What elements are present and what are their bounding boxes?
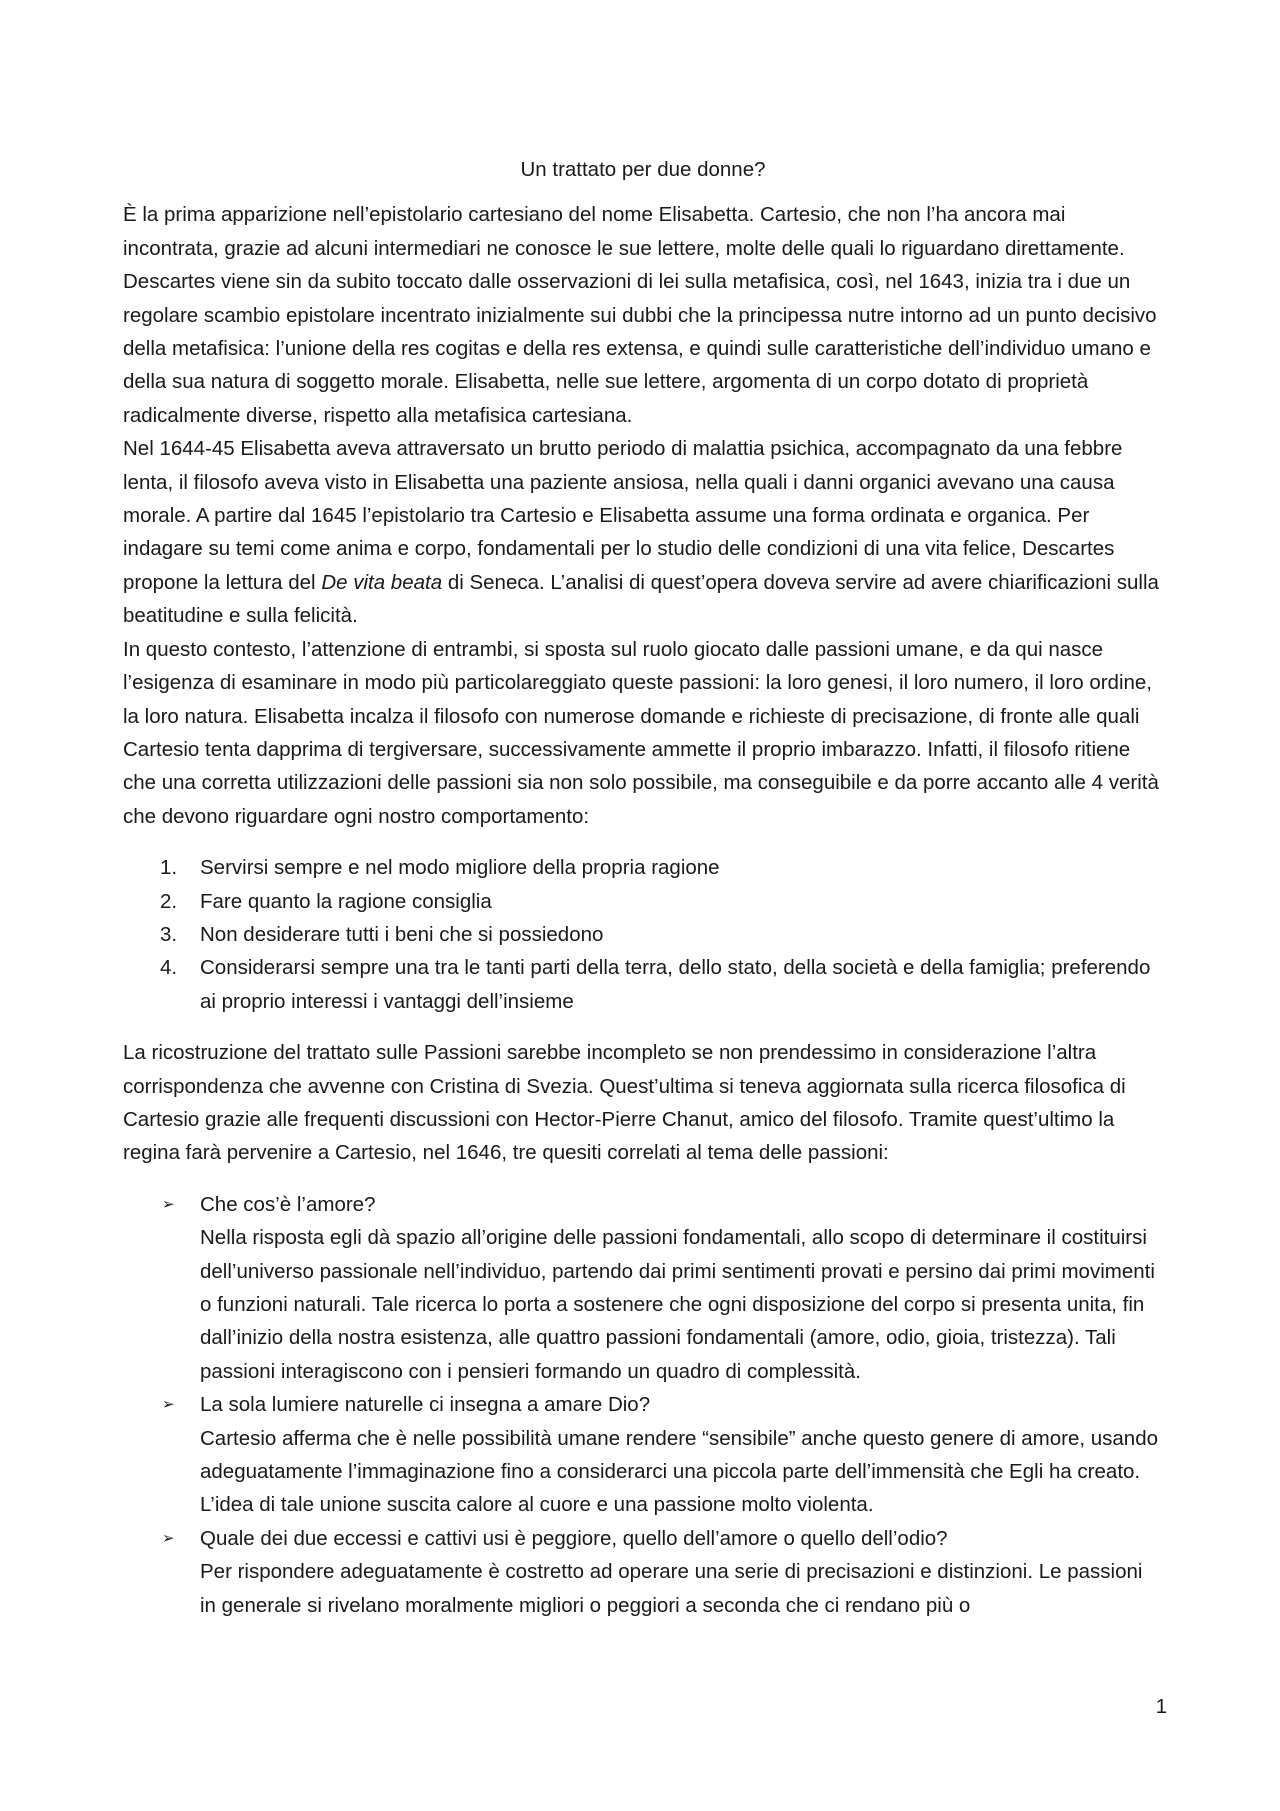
answer-text: Per rispondere adeguatamente è costretto ad operare una serie di precisazioni e distinzioni. Le passioni in generale si rivelano moralmente migliori o peggiori a seconda che ci rendano più o xyxy=(200,1560,1143,1617)
page-title: Un trattato per due donne? xyxy=(520,158,766,181)
arrow-bullet-icon: ➢ xyxy=(162,1195,175,1213)
list-item-text: Considerarsi sempre una tra le tanti parti della terra, dello stato, della società e della famiglia; preferendo ai proprio interessi i vantaggi dell’insieme xyxy=(200,956,1151,1013)
list-item xyxy=(123,918,1163,951)
paragraph-malattia-text-2: di Seneca. L’analisi di quest’opera doveva servire ad avere chiarificazioni sulla beatitudine e sulla felicità. xyxy=(123,570,1159,628)
paragraph-passioni: In questo contesto, l’attenzione di entrambi, si sposta sul ruolo giocato dalle passioni umane, e da qui nasce l’esigenza di esaminare in modo più particolareggiato queste passioni: la loro genesi, il loro numero, il loro ordine, la loro natura. Elisabetta incalza il filosofo con numerose domande e richieste di precisazione, di fronte alle quali Cartesio tenta dapprima di tergiversare, successivamente ammette il proprio imbarazzo. Infatti, il filosofo ritiene che una corretta utilizzazioni delle passioni sia non solo possibile, ma conseguibile e da porre accanto alle 4 verità che devono riguardare ogni nostro comportamento: xyxy=(123,637,1159,828)
arrow-list-quesiti xyxy=(123,1188,1163,1622)
list-item-number: 2. xyxy=(160,889,178,913)
list-item-text: Servirsi sempre e nel modo migliore della propria ragione xyxy=(200,856,720,880)
paragraph-malattia xyxy=(123,432,1163,632)
list-item-number: 3. xyxy=(160,922,178,946)
document-body xyxy=(123,153,1163,1622)
list-item xyxy=(123,1188,1163,1388)
list-item xyxy=(123,1388,1163,1522)
question-text: La sola lumiere naturelle ci insegna a amare Dio? xyxy=(200,1393,651,1417)
paragraph-cristina: La ricostruzione del trattato sulle Passioni sarebbe incompleto se non prendessimo in considerazione l’altra corrispondenza che avvenne con Cristina di Svezia. Quest’ultima si teneva aggiornata sulla ricerca filosofica di Cartesio grazie alle frequenti discussioni con Hector-Pierre Chanut, amico del filosofo. Tramite quest’ultimo la regina farà pervenire a Cartesio, nel 1646, tre quesiti correlati al tema delle passioni: xyxy=(123,1041,1126,1165)
paragraph-elisabetta-intro: È la prima apparizione nell’epistolario cartesiano del nome Elisabetta. Cartesio, che non l’ha ancora mai incontrata, grazie ad alcuni intermediari ne conosce le sue lettere, molte delle quali lo riguardano direttamente. Descartes viene sin da subito toccato dalle osservazioni di lei sulla metafisica, così, nel 1643, inizia tra i due un regolare scambio epistolare incentrato inizialmente sui dubbi che la principessa nutre intorno ad un punto decisivo della metafisica: l’unione della res cogitas e della res extensa, e quindi sulle caratteristiche dell’individuo umano e della sua natura di soggetto morale. Elisabetta, nelle sue lettere, argomenta di un corpo dotato di proprietà radicalmente diverse, rispetto alla metafisica cartesiana. xyxy=(123,203,1157,427)
answer-text: Cartesio afferma che è nelle possibilità umane rendere “sensibile” anche questo genere di amore, usando adeguatamente l’immaginazione fino a considerarci una piccola parte dell’immensità che Egli ha creato. L’idea di tale unione suscita calore al cuore e una passione molto violenta. xyxy=(200,1426,1158,1517)
list-item xyxy=(123,951,1163,1018)
page-number: 1 xyxy=(1155,1695,1167,1718)
list-item xyxy=(123,885,1163,918)
paragraph-malattia-text-1: Nel 1644-45 Elisabetta aveva attraversato un brutto periodo di malattia psichica, accompagnato da una febbre lenta, il filosofo aveva visto in Elisabetta una paziente ansiosa, nella quali i danni organici avevano una causa morale. A partire dal 1645 l’epistolario tra Cartesio e Elisabetta assume una forma ordinata e organica. Per indagare su temi come anima e corpo, fondamentali per lo studio delle condizioni di una vita felice, Descartes propone la lettura del xyxy=(123,437,1123,594)
list-item xyxy=(123,1522,1163,1622)
question-text: Che cos’è l’amore? xyxy=(200,1192,376,1216)
book-title-de-vita-beata: De vita beata xyxy=(321,570,443,594)
arrow-bullet-icon: ➢ xyxy=(162,1396,175,1414)
list-item-number: 4. xyxy=(160,956,178,980)
numbered-list-verita xyxy=(123,851,1163,1018)
question-text: Quale dei due eccessi e cattivi usi è peggiore, quello dell’amore o quello dell’odio? xyxy=(200,1526,948,1550)
arrow-bullet-icon: ➢ xyxy=(162,1529,175,1547)
list-item-text: Fare quanto la ragione consiglia xyxy=(200,889,492,913)
list-item xyxy=(123,851,1163,884)
list-item-number: 1. xyxy=(160,856,178,880)
list-item-text: Non desiderare tutti i beni che si possiedono xyxy=(200,922,604,946)
answer-text: Nella risposta egli dà spazio all’origine delle passioni fondamentali, allo scopo di determinare il costituirsi dell’universo passionale nell’individuo, partendo dai primi sentimenti provati e persino dai primi movimenti o funzioni naturali. Tale ricerca lo porta a sostenere che ogni disposizione del corpo si presenta unita, fin dall’inizio della nostra esistenza, alle quattro passioni fondamentali (amore, odio, gioia, tristezza). Tali passioni interagiscono con i pensieri formando un quadro di complessità. xyxy=(200,1226,1155,1383)
